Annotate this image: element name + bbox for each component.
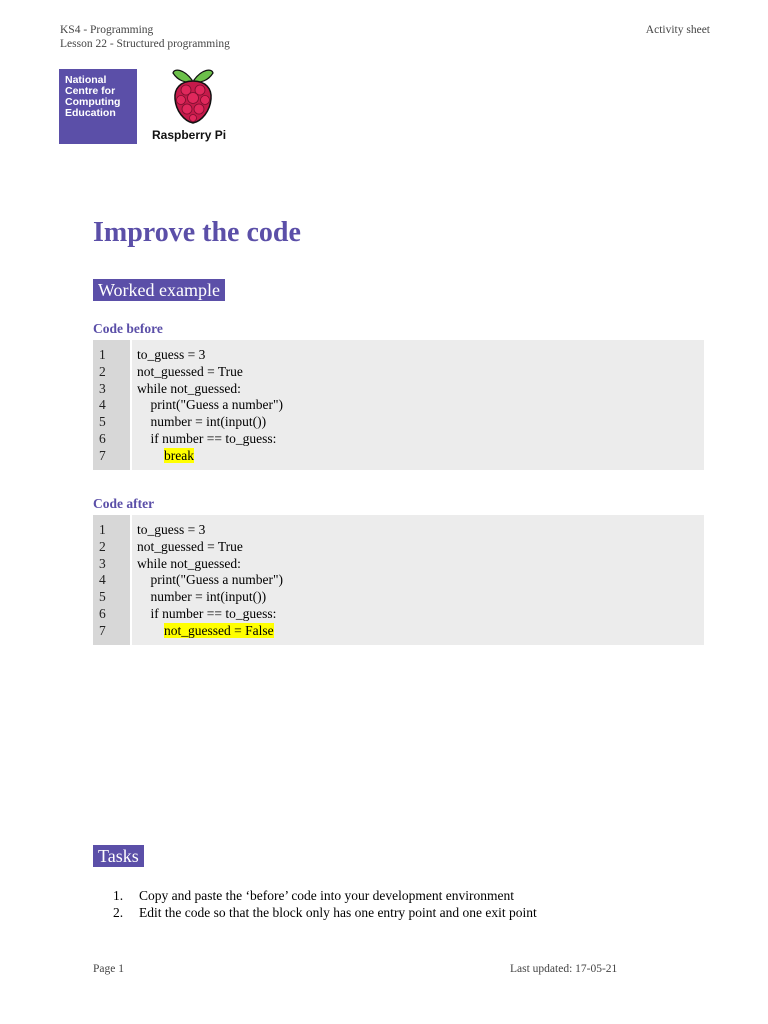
line-number: 2 (99, 363, 106, 379)
line-number: 6 (99, 605, 106, 621)
raspberry-icon (168, 67, 218, 125)
code-line (132, 364, 704, 381)
code-text: not_guessed = True (137, 538, 243, 554)
code-line (132, 381, 704, 398)
code-line (132, 397, 704, 414)
page-header-left (60, 23, 230, 51)
code-line (132, 572, 704, 589)
code-text: while not_guessed: (137, 380, 241, 396)
code-text: number = int(input()) (150, 414, 267, 430)
code-line (132, 431, 704, 448)
task-number: 1. (113, 888, 124, 903)
code-indent (137, 606, 151, 621)
task-text: Copy and paste the ‘before’ code into your development environment (139, 888, 515, 903)
line-number: 4 (99, 572, 106, 588)
course-name: KS4 - Programming (60, 24, 154, 36)
worked-example-heading: Worked example (93, 279, 225, 301)
code-line (132, 414, 704, 431)
raspberry-pi-label: Raspberry Pi (152, 128, 227, 142)
code-line-highlighted (132, 623, 704, 640)
code-after-block (93, 515, 704, 645)
code-indent (137, 414, 151, 429)
code-line (132, 589, 704, 606)
line-number: 3 (99, 555, 106, 571)
task-item (113, 904, 537, 921)
line-number: 5 (99, 414, 106, 430)
page-number: Page 1 (93, 963, 124, 975)
code-text: not_guessed = True (137, 363, 243, 379)
tasks-heading: Tasks (93, 845, 144, 867)
line-number: 3 (99, 380, 106, 396)
code-text: to_guess = 3 (137, 347, 206, 362)
code-line (132, 539, 704, 556)
line-number-gutter (93, 515, 130, 645)
code-indent (137, 572, 151, 587)
code-listing (132, 515, 704, 645)
line-number: 7 (99, 622, 106, 638)
code-text: if number == to_guess: (150, 430, 277, 446)
line-number: 1 (99, 522, 106, 537)
line-number: 4 (99, 397, 106, 413)
task-item (113, 887, 537, 904)
raspberry-pi-logo (152, 67, 238, 145)
page-title: Improve the code (93, 217, 301, 248)
ncce-logo: National Centre for Computing Education (59, 69, 137, 144)
line-number: 5 (99, 589, 106, 605)
code-text: number = int(input()) (150, 589, 267, 605)
last-updated: Last updated: 17-05-21 (510, 963, 618, 975)
task-text: Edit the code so that the block only has one entry point and one exit point (139, 905, 537, 920)
lesson-name: Lesson 22 - Structured programming (60, 38, 230, 50)
code-indent (137, 448, 164, 463)
task-list (113, 887, 537, 921)
code-text: while not_guessed: (137, 555, 241, 571)
code-before-label: Code before (93, 321, 163, 336)
line-number: 2 (99, 538, 106, 554)
code-line-highlighted (132, 448, 704, 465)
line-number-gutter (93, 340, 130, 470)
code-indent (137, 623, 164, 638)
code-text: print("Guess a number") (150, 397, 283, 413)
line-number: 7 (99, 447, 106, 463)
code-text: to_guess = 3 (137, 522, 206, 537)
line-number: 6 (99, 430, 106, 446)
code-indent (137, 589, 151, 604)
code-line (132, 522, 704, 539)
task-number: 2. (113, 905, 124, 920)
highlighted-code: not_guessed = False (164, 622, 274, 638)
code-line (132, 606, 704, 623)
code-text: if number == to_guess: (150, 605, 277, 621)
code-indent (137, 431, 151, 446)
code-indent (137, 397, 151, 412)
highlighted-code: break (164, 447, 194, 463)
code-line (132, 347, 704, 364)
code-line (132, 556, 704, 573)
code-text: print("Guess a number") (150, 572, 283, 588)
document-type: Activity sheet (645, 24, 710, 36)
code-listing (132, 340, 704, 470)
line-number: 1 (99, 347, 106, 362)
code-before-block (93, 340, 704, 470)
code-after-label: Code after (93, 496, 155, 511)
